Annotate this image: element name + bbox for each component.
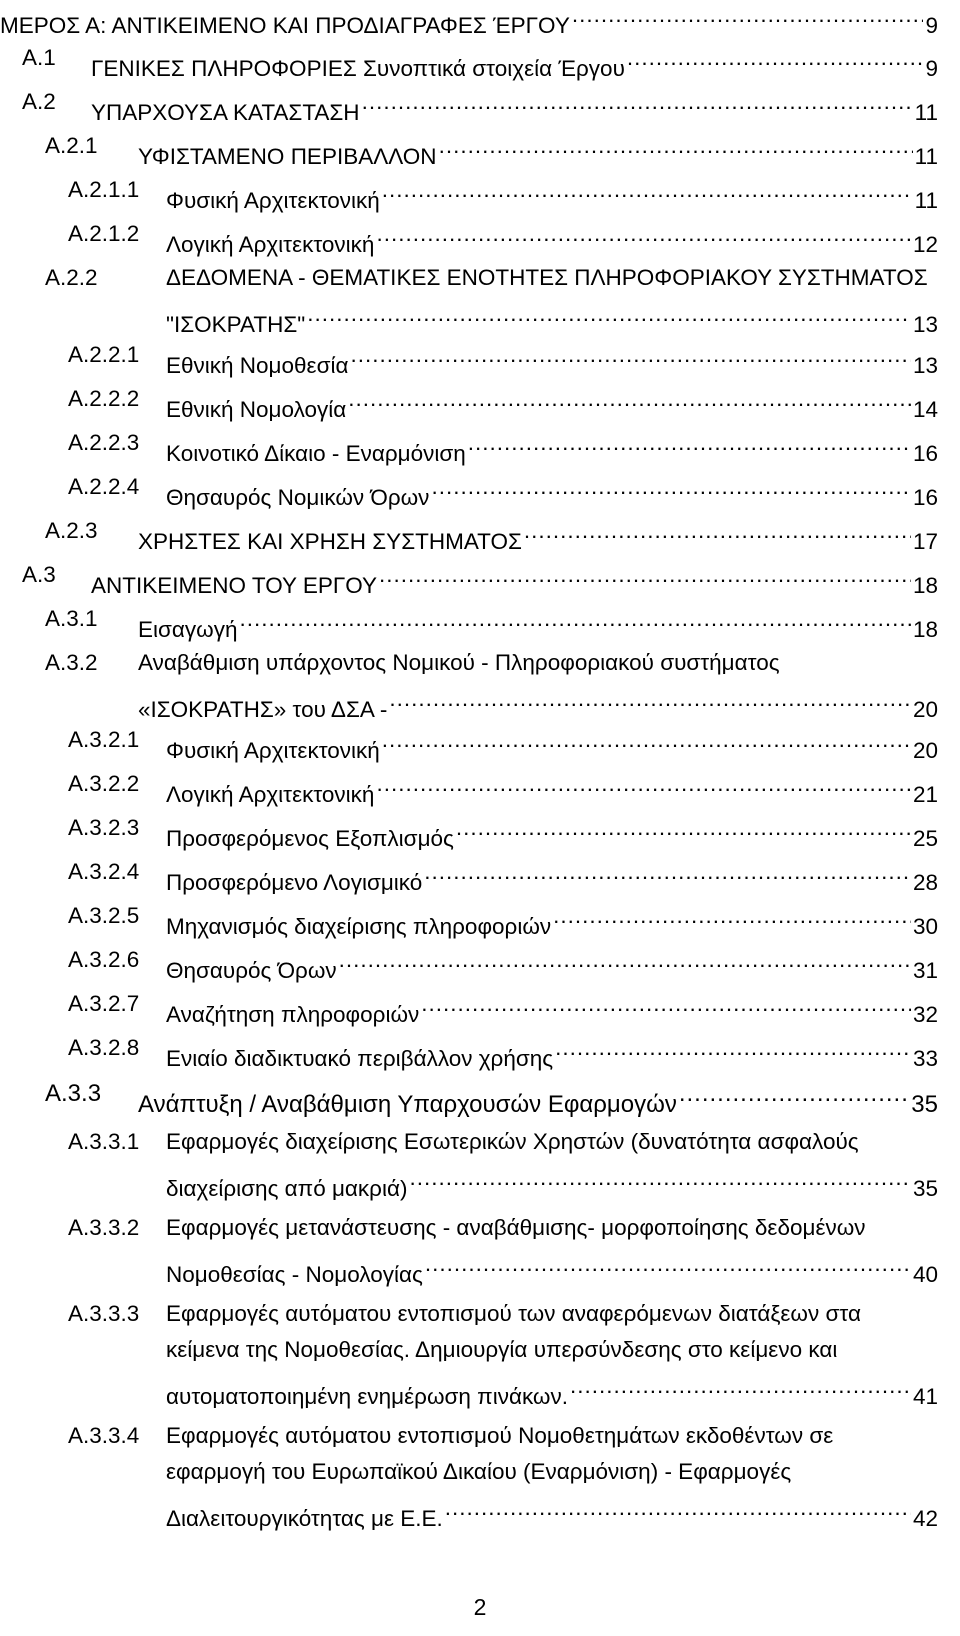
- toc-leader-dots: [382, 722, 911, 758]
- toc-page-number: 14: [912, 397, 938, 422]
- toc-leader-dots: [376, 766, 911, 802]
- toc-title: Φυσική Αρχιτεκτονική: [166, 738, 380, 763]
- toc-page-number: 28: [912, 870, 938, 895]
- toc-page-number: 35: [912, 1176, 938, 1201]
- toc-number: Α.2.2.3: [68, 430, 140, 455]
- toc-number: Α.3.2.7: [68, 991, 140, 1016]
- toc-page-number: 25: [912, 826, 938, 851]
- toc-page-number: 13: [912, 353, 938, 378]
- toc-leader-dots: [679, 1076, 909, 1112]
- toc-page-number: 17: [912, 529, 938, 554]
- toc-number: Α.2.1.1: [68, 177, 140, 202]
- toc-leader-dots: [555, 1030, 911, 1066]
- toc-leader-dots: [456, 810, 911, 846]
- toc-number: Α.3.2.5: [68, 903, 140, 928]
- toc-number: Α.3.3.4: [68, 1423, 140, 1448]
- toc-page-number: 35: [911, 1091, 938, 1118]
- toc-leader-dots: [439, 128, 913, 164]
- toc-leader-dots: [425, 1246, 911, 1282]
- toc-title: Εφαρμογές αυτόματου εντοπισμού των αναφερόμενων διατάξεων στα: [166, 1301, 861, 1326]
- toc-title: ΓΕΝΙΚΕΣ ΠΛΗΡΟΦΟΡΙΕΣ Συνοπτικά στοιχεία Έργου: [91, 56, 625, 81]
- toc-page-number: 16: [912, 441, 938, 466]
- toc-title-continuation: "ΙΣΟΚΡΑΤΗΣ": [166, 312, 306, 337]
- toc-page-number: 33: [912, 1046, 938, 1071]
- toc-title-continuation: Διαλειτουργικότητας με Ε.Ε.: [166, 1506, 443, 1531]
- toc-title: Κοινοτικό Δίκαιο - Εναρμόνιση: [166, 441, 466, 466]
- toc-title-continuation: αυτοματοποιημένη ενημέρωση πινάκων.: [166, 1384, 569, 1409]
- toc-title: ΧΡΗΣΤΕΣ ΚΑΙ ΧΡΗΣΗ ΣΥΣΤΗΜΑΤΟΣ: [138, 529, 522, 554]
- page-number-footer: 2: [473, 1594, 487, 1620]
- toc-leader-dots: [431, 469, 911, 505]
- toc-title: ΥΠΑΡΧΟΥΣΑ ΚΑΤΑΣΤΑΣΗ: [91, 100, 360, 125]
- toc-leader-dots: [570, 1368, 911, 1404]
- toc-title: Λογική Αρχιτεκτονική: [166, 782, 375, 807]
- toc-title: Αναζήτηση πληροφοριών: [166, 1002, 420, 1027]
- toc-page-number: 30: [912, 914, 938, 939]
- toc-leader-dots: [379, 557, 911, 593]
- toc-leader-dots: [239, 601, 910, 637]
- toc-title: Θησαυρός Νομικών Όρων: [166, 485, 430, 510]
- toc-title: Προσφερόμενος Εξοπλισμός: [166, 826, 454, 851]
- toc-title: ΔΕΔΟΜΕΝΑ - ΘΕΜΑΤΙΚΕΣ ΕΝΟΤΗΤΕΣ ΠΛΗΡΟΦΟΡΙΑΚΟΥ ΣΥΣΤΗΜΑΤΟΣ: [166, 265, 928, 290]
- toc-page-number: 32: [912, 1002, 938, 1027]
- toc-number: Α.3.2.4: [68, 859, 140, 884]
- toc-title: Θησαυρός Όρων: [166, 958, 337, 983]
- toc-page-number: 40: [912, 1262, 938, 1287]
- toc-title-continuation: Νομοθεσίας - Νομολογίας: [166, 1262, 423, 1287]
- toc-page-number: 18: [912, 573, 938, 598]
- toc-page-number: 9: [925, 56, 938, 81]
- toc-page-number: 11: [914, 188, 938, 213]
- toc-number: Α.2.1.2: [68, 221, 140, 246]
- toc-title: Μηχανισμός διαχείρισης πληροφοριών: [166, 914, 552, 939]
- toc-page-number: 11: [914, 144, 938, 169]
- toc-number: Α.3.3.1: [68, 1129, 140, 1154]
- toc-page-number: 13: [912, 312, 938, 337]
- toc-number: Α.3.3.2: [68, 1215, 140, 1240]
- toc-number: Α.2.2.2: [68, 386, 140, 411]
- toc-number: Α.3.2.8: [68, 1035, 140, 1060]
- toc-title: Ενιαίο διαδικτυακό περιβάλλον χρήσης: [166, 1046, 554, 1071]
- toc-title: Αναβάθμιση υπάρχοντος Νομικού - Πληροφοριακού συστήματος: [138, 650, 780, 675]
- toc-number: Α.2.2.4: [68, 474, 140, 499]
- toc-page-number: 12: [912, 232, 938, 257]
- toc-number: Α.3.2.2: [68, 771, 140, 796]
- toc-title: Φυσική Αρχιτεκτονική: [166, 188, 380, 213]
- toc-leader-dots: [445, 1490, 911, 1526]
- toc-number: Α.3.2: [45, 650, 98, 675]
- toc-title-continuation-line: εφαρμογή του Ευρωπαϊκού Δικαίου (Εναρμόνιση) - Εφαρμογές: [166, 1459, 792, 1484]
- toc-title: Προσφερόμενο Λογισμικό: [166, 870, 423, 895]
- toc-leader-dots: [421, 986, 911, 1022]
- toc-page-number: 20: [912, 697, 938, 722]
- toc-leader-dots: [572, 0, 924, 33]
- toc-title-continuation: διαχείρισης από μακριά): [166, 1176, 408, 1201]
- toc-leader-dots: [524, 513, 911, 549]
- toc-number: Α.3.2.6: [68, 947, 140, 972]
- toc-number: Α.1: [22, 45, 56, 70]
- toc-leader-dots: [350, 337, 911, 373]
- toc-number: Α.2.3: [45, 518, 98, 543]
- toc-title: Εθνική Νομοθεσία: [166, 353, 349, 378]
- toc-number: Α.3.3: [45, 1080, 102, 1107]
- toc-leader-dots: [424, 854, 911, 890]
- toc-title: Εφαρμογές διαχείρισης Εσωτερικών Χρηστών (δυνατότητα ασφαλούς: [166, 1129, 859, 1154]
- toc-page-number: 31: [912, 958, 938, 983]
- toc-number: Α.2.2: [45, 265, 98, 290]
- toc-page-number: 18: [912, 617, 938, 642]
- toc-title: Εφαρμογές μετανάστευσης - αναβάθμισης- μορφοποίησης δεδομένων: [166, 1215, 866, 1240]
- toc-title: Ανάπτυξη / Αναβάθμιση Υπαρχουσών Εφαρμογών: [138, 1091, 677, 1118]
- toc-number: Α.2.1: [45, 133, 98, 158]
- toc-title: Εθνική Νομολογία: [166, 397, 347, 422]
- toc-number: Α.2: [22, 89, 56, 114]
- toc-title: Εισαγωγή: [138, 617, 238, 642]
- toc-leader-dots: [627, 40, 924, 76]
- toc-title-continuation: «ΙΣΟΚΡΑΤΗΣ» του ΔΣΑ -: [138, 697, 388, 722]
- toc-page-number: 42: [912, 1506, 938, 1531]
- toc-leader-dots: [409, 1160, 910, 1196]
- toc-leader-dots: [348, 381, 911, 417]
- toc-title: ΜΕΡΟΣ Α: ΑΝΤΙΚΕΙΜΕΝΟ ΚΑΙ ΠΡΟΔΙΑΓΡΑΦΕΣ ΈΡΓΟΥ: [0, 13, 570, 38]
- toc-leader-dots: [553, 898, 911, 934]
- toc-number: Α.3.2.3: [68, 815, 140, 840]
- toc-leader-dots: [468, 425, 911, 461]
- toc-title: ΑΝΤΙΚΕΙΜΕΝΟ ΤΟΥ ΕΡΓΟΥ: [91, 573, 378, 598]
- toc-page-number: 21: [912, 782, 938, 807]
- toc-title: Λογική Αρχιτεκτονική: [166, 232, 375, 257]
- toc-leader-dots: [339, 942, 911, 978]
- toc-page-number: 16: [912, 485, 938, 510]
- toc-page-number: 11: [914, 100, 938, 125]
- toc-number: Α.3.1: [45, 606, 98, 631]
- toc-number: Α.3.3.3: [68, 1301, 140, 1326]
- toc-leader-dots: [382, 172, 913, 208]
- toc-number: Α.2.2.1: [68, 342, 140, 367]
- toc-page-number: 41: [912, 1384, 938, 1409]
- toc-leader-dots: [362, 84, 913, 120]
- toc-leader-dots: [376, 216, 911, 252]
- toc-leader-dots: [307, 296, 911, 332]
- toc-leader-dots: [389, 681, 911, 717]
- toc-title-continuation-line: κείμενα της Νομοθεσίας. Δημιουργία υπερσύνδεσης στο κείμενο και: [166, 1337, 838, 1362]
- toc-page-number: 20: [912, 738, 938, 763]
- toc-title: ΥΦΙΣΤΑΜΕΝΟ ΠΕΡΙΒΑΛΛΟΝ: [138, 144, 437, 169]
- toc-number: Α.3.2.1: [68, 727, 140, 752]
- toc-title: Εφαρμογές αυτόματου εντοπισμού Νομοθετημάτων εκδοθέντων σε: [166, 1423, 834, 1448]
- toc-page-number: 9: [925, 13, 938, 38]
- toc-number: Α.3: [22, 562, 56, 587]
